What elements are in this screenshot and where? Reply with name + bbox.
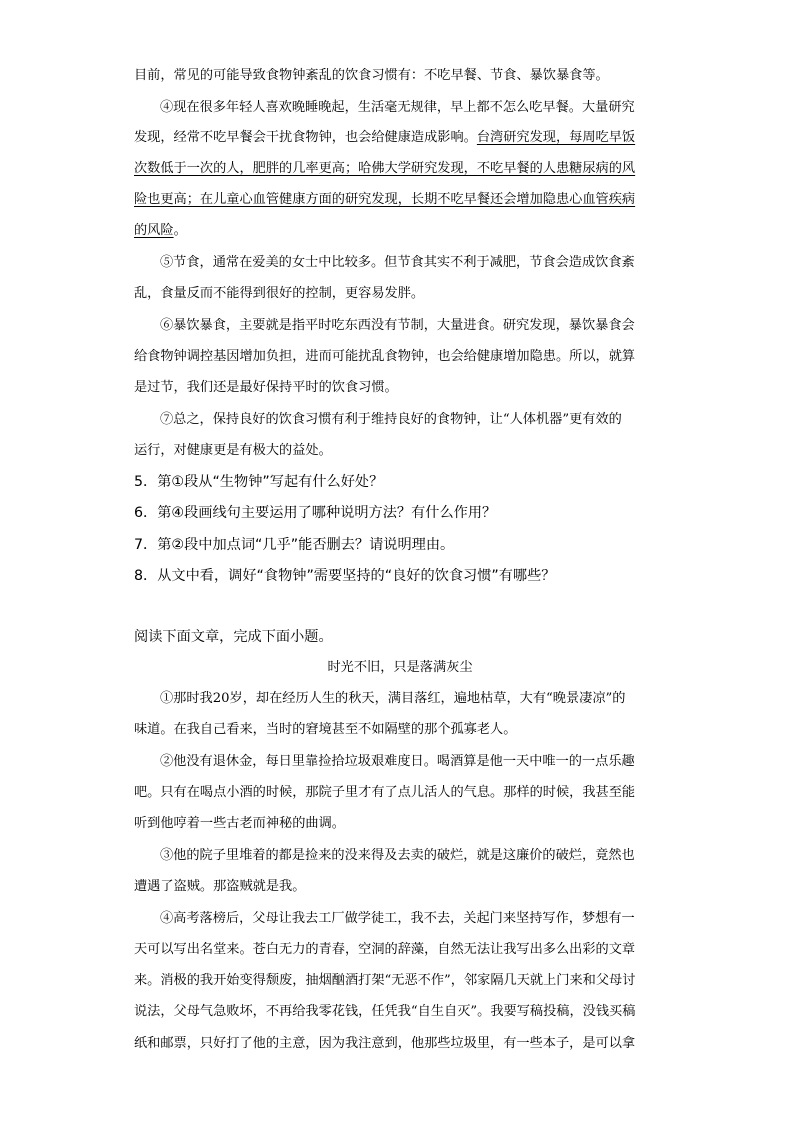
underlined-sentence: 次数低于一次的人，肥胖的几率更高；哈佛大学研究发现，不吃早餐的人患糖尿病的风 — [134, 161, 636, 176]
article2-paragraph4-line: ④高考落榜后，父母让我去工厂做学徒工，我不去，关起门来坚持写作，梦想有一 — [160, 911, 635, 926]
underlined-sentence: 险也更高；在儿童心血管健康方面的研究发现，长期不吃早餐还会增加隐患心血管疾病 — [134, 192, 636, 207]
article2-paragraph4-line: 天可以写出名堂来。苍白无力的青春，空洞的辞藻，自然无法让我写出多么出彩的文章 — [134, 942, 636, 957]
article1-paragraph5-line: 乱，食量反而不能得到很好的控制，更容易发胖。 — [134, 286, 425, 301]
underlined-sentence: 台湾研究发现，每周吃早饭 — [476, 130, 636, 145]
question-7: 7．第②段中加点词“几乎”能否删去？请说明理由。 — [134, 537, 455, 553]
article2-paragraph3-line: ③他的院子里堆着的都是捡来的没来得及去卖的破烂，就是这廉价的破烂，竟然也 — [160, 848, 635, 863]
article2-paragraph2-line: 吧。只有在喝点小酒的时候，那院子里才有了点儿活人的气息。那样的时候，我甚至能 — [134, 785, 636, 800]
article1-paragraph7-line: 运行，对健康更是有极大的益处。 — [134, 443, 332, 458]
article1-intro-line: 目前，常见的可能导致食物钟紊乱的饮食习惯有：不吃早餐、节食、暴饮暴食等。 — [134, 68, 609, 83]
article1-paragraph4-line: ④现在很多年轻人喜欢晚睡晚起，生活毫无规律，早上都不怎么吃早餐。大量研究 — [160, 100, 635, 115]
article2-paragraph2-line: ②他没有退休金，每日里靠捡拾垃圾艰难度日。喝酒算是他一天中唯一的一点乐趣 — [160, 754, 635, 769]
article1-paragraph5-line: ⑤节食，通常在爱美的女士中比较多。但节食其实不利于减肥，节食会造成饮食紊 — [160, 255, 635, 270]
article2-paragraph4-line: 来。消极的我开始变得颓废，抽烟酗酒打架“无恶不作”，邻家隔几天就上门来和父母讨 — [134, 973, 636, 988]
underlined-sentence: 的风险 — [134, 223, 174, 238]
article2-paragraph3-line: 遭遇了盗贼。那盗贼就是我。 — [134, 879, 306, 894]
article2-title: 时光不旧，只是落满灰尘 — [327, 660, 473, 675]
question-6: 6．第④段画线句主要运用了哪种说明方法？有什么作用？ — [134, 505, 497, 521]
article1-paragraph6-line: ⑥暴饮暴食，主要就是指平时吃东西没有节制，大量进食。研究发现，暴饮暴食会 — [160, 318, 635, 333]
plain-text: 。 — [173, 223, 187, 238]
article1-paragraph6-line: 是过节，我们还是最好保持平时的饮食习惯。 — [134, 380, 398, 395]
plain-text: 发现，经常不吃早餐会干扰食物钟，也会给健康造成影响。 — [134, 130, 477, 145]
article2-paragraph1-line: 味道。在我自己看来，当时的窘境甚至不如隔壁的那个孤寡老人。 — [134, 722, 517, 737]
article1-paragraph7-line: ⑦总之，保持良好的饮食习惯有利于维持良好的食物钟，让“人体机器”更有效的 — [160, 412, 622, 427]
article2-paragraph2-line: 听到他哼着一些古老而神秘的曲调。 — [134, 816, 345, 831]
article2-paragraph4-line: 纸和邮票，只好打了他的主意，因为我注意到，他那些垃圾里，有一些本子，是可以拿 — [134, 1036, 636, 1051]
question-5: 5．第①段从“生物钟”写起有什么好处？ — [134, 474, 384, 490]
article1-paragraph6-line: 给食物钟调控基因增加负担，进而可能扰乱食物钟，也会给健康增加隐患。所以，就算 — [134, 349, 636, 364]
article2-paragraph1-line: ①那时我20岁，却在经历人生的秋天，满目落红，遍地枯草，大有“晚景凄凉”的 — [160, 691, 626, 706]
article1-paragraph4-line — [134, 128, 666, 148]
reading-instruction: 阅读下面文章，完成下面小题。 — [134, 629, 333, 645]
article2-paragraph4-line: 说法，父母气急败坏，不再给我零花钱，任凭我“自生自灭”。我要写稿投稿，没钱买稿 — [134, 1004, 636, 1019]
question-8: 8．从文中看，调好“食物钟”需要坚持的“良好的饮食习惯”有哪些？ — [134, 568, 556, 584]
article1-paragraph4-line — [134, 221, 666, 241]
